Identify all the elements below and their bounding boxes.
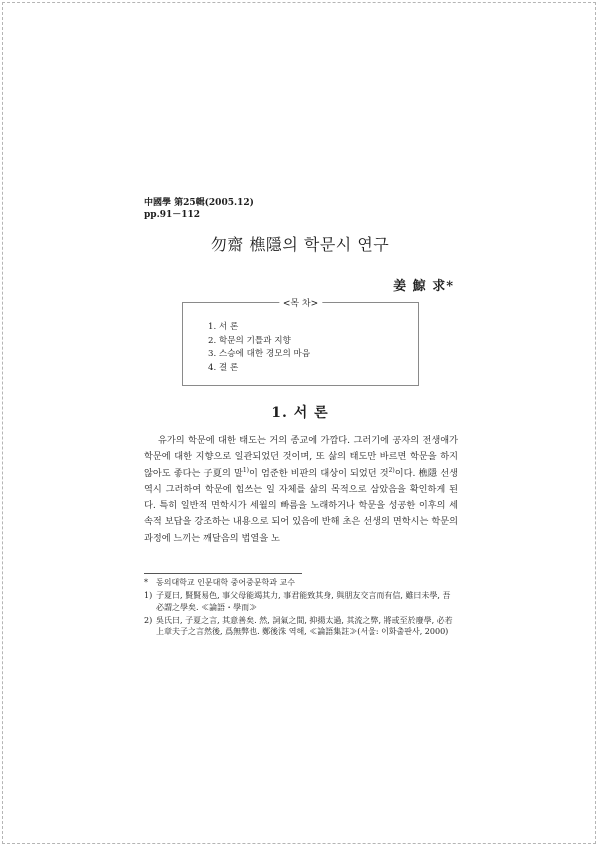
paper-title: 勿齋 樵隱의 학문시 연구	[210, 235, 390, 254]
footnote-text: 吳氏曰, 子夏之言, 其意善矣. 然, 詞氣之間, 抑揚太過, 其流之弊, 將或至於廢學, 必若上章夫子之言然後, 爲無弊也. 鄭後洙 역해, ≪論語集註≫(서울: 이화출판사, 2000)	[156, 615, 453, 636]
body-paragraph	[144, 433, 458, 547]
table-of-contents	[182, 299, 419, 386]
author-name: 姜 鯨 求*	[393, 279, 454, 294]
toc-heading: <목 차>	[279, 296, 322, 309]
footnote	[144, 577, 458, 589]
footnote-mark: *	[144, 578, 148, 587]
footnote-divider	[144, 573, 302, 574]
footnotes	[144, 577, 458, 639]
page-border	[2, 2, 596, 844]
footnote-mark: 1)	[144, 591, 153, 600]
body-text	[144, 433, 458, 547]
toc-item: 1. 서 론	[208, 322, 239, 332]
toc-item: 4. 결 론	[208, 362, 239, 373]
toc-list	[208, 321, 310, 375]
footnote	[144, 590, 458, 613]
footnote-ref: 2)	[388, 466, 395, 474]
footnote-mark: 2)	[144, 615, 153, 625]
body-text-part: 이다. 樵隱 선생 역시 그러하여 학문에 힘쓰는 일 자체를 삶의 목적으로 삼았음을 확인하게 된다. 특히 일반적 면학시가 세월의 빠름을 노래하거나 학문을 성공한 이후의 세속적 보답을 강조하는 내용으로 되어 있음에 반해 초은 선생의 면학시는 학문의 과정에 느끼는 깨달음의 법열을 노	[144, 467, 458, 544]
footnote-text: 子夏曰, 賢賢易色, 事父母能竭其力, 事君能致其身, 與朋友交言而有信, 雖曰未學, 吾必謂之學矣. ≪論語・學而≫	[156, 591, 451, 612]
journal-info	[144, 198, 254, 221]
footnote-text: 동의대학교 인문대학 중어중문학과 교수	[156, 578, 296, 587]
footnote	[144, 615, 458, 638]
toc-item: 3. 스승에 대한 경모의 마음	[208, 349, 311, 359]
body-text-part: 이 엄준한 비판의 대상이 되었던 것	[249, 467, 389, 479]
toc-item: 2. 학문의 기틀과 지향	[208, 335, 291, 346]
body-text-part: 유가의 학문에 대한 태도는 거의 종교에 가깝다. 그러기에 공자의 전생애가 학문에 대한 지향으로 일관되었던 것이며, 또 삶의 태도만 바르면 학문을 하지 않아도 좋다는 子夏의 말	[144, 435, 458, 479]
footnote-ref: 1)	[242, 466, 250, 474]
journal-pages: pp.91－112	[144, 209, 201, 220]
journal-name: 中國學 第25輯(2005.12)	[144, 198, 254, 208]
section-heading: 1. 서 론	[271, 405, 329, 421]
